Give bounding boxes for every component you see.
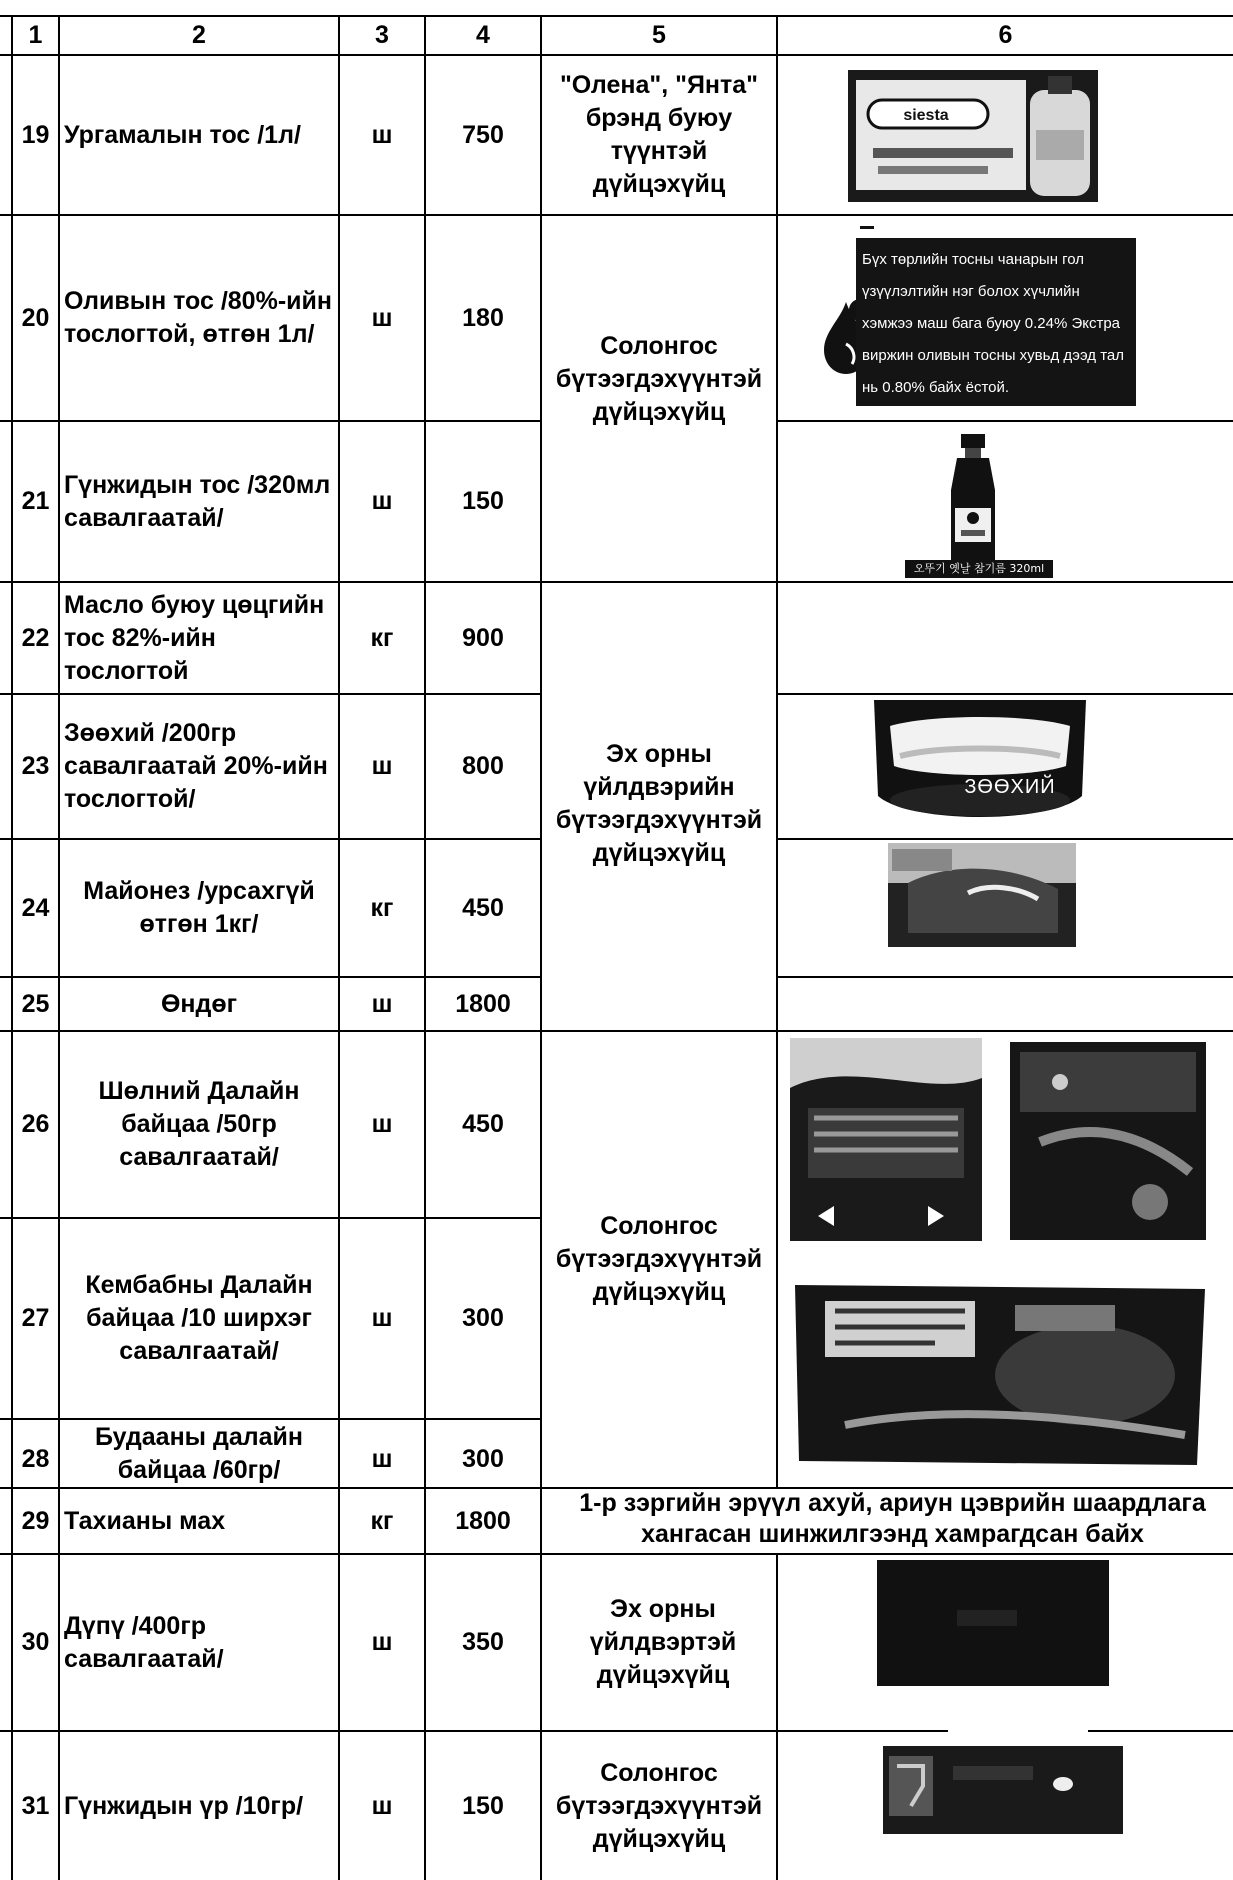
seaweed-soup-image	[790, 1038, 982, 1241]
sesame-seeds-image	[883, 1746, 1123, 1834]
sunflower-oil-image	[848, 70, 1098, 202]
oil-brand-text: siesta	[903, 107, 949, 124]
quantity: 800	[462, 752, 504, 780]
unit: ш	[371, 752, 393, 780]
requirement: 1-р зэргийн эрүүл ахуй, ариун цэврийн шаардлага хангасан шинжилгээнд хамрагдсан байх	[579, 1489, 1206, 1548]
grid-line	[776, 15, 778, 1487]
product-name: Майонез /урсахгүй өтгөн 1кг/	[83, 877, 315, 938]
unit: ш	[371, 1791, 393, 1820]
requirement: Солонгос бүтээгдэхүүнтэй дүйцэхүйц	[555, 332, 763, 426]
mayonnaise-image	[888, 843, 1076, 947]
product-name: Оливын тос /80%-ийн тослогтой, өтгөн 1л/	[64, 287, 332, 348]
sour-cream-label: ЗӨӨХИЙ	[964, 776, 1056, 798]
quantity: 300	[462, 1445, 504, 1473]
olive-oil-note-text: Бүх төрлийн тосны чанарын гол үзүүлэлтийн нэг болох хүчлийн хэмжээ маш бага буюу 0.24% Экстра виржин оливын тосны хувьд дээд тал нь 0.80% байх ёстой.	[862, 251, 1124, 396]
quantity: 150	[462, 1791, 504, 1820]
product-name: Будааны далайн байцаа /60гр/	[94, 1422, 304, 1484]
seaweed-bag-image	[1010, 1042, 1206, 1240]
quantity: 750	[462, 120, 504, 149]
quantity: 180	[462, 303, 504, 332]
product-name: Гүнжидын үр /10гр/	[64, 1791, 304, 1820]
sesame-oil-image	[895, 430, 1055, 580]
unit: ш	[371, 1304, 393, 1332]
row-number: 31	[21, 1791, 50, 1820]
product-name: Ургамалын тос /1л/	[64, 120, 301, 149]
header-col-6: 6	[998, 21, 1013, 49]
product-name: Дүпү /400гр савалгаатай/	[64, 1611, 224, 1673]
grid-line	[776, 1553, 778, 1880]
header-col-5: 5	[652, 21, 666, 49]
requirement: Эх орны үйлдвэрийн бүтээгдэхүүнтэй дүйцэхүйц	[555, 740, 763, 867]
quantity: 450	[462, 1110, 504, 1138]
grid-line	[776, 693, 1233, 695]
row-number: 19	[21, 120, 50, 149]
unit: ш	[371, 1445, 393, 1473]
product-name: Зөөхий /200гр савалгаатай 20%-ийн тослогтой/	[64, 719, 328, 813]
grid-line	[776, 976, 1233, 978]
unit: ш	[371, 989, 393, 1018]
header-col-4: 4	[476, 21, 490, 49]
quantity: 1800	[455, 1506, 511, 1535]
row-number: 25	[21, 989, 50, 1018]
product-name: Масло буюу цөцгийн тос 82%-ийн тослогтой	[64, 590, 325, 685]
row-number: 27	[21, 1304, 50, 1332]
requirement: Солонгос бүтээгдэхүүнтэй дүйцэхүйц	[555, 1212, 763, 1306]
unit: кг	[370, 893, 394, 922]
grid-line	[776, 838, 1233, 840]
unit: кг	[370, 623, 394, 652]
quantity: 300	[462, 1304, 504, 1332]
row-number: 21	[21, 487, 50, 515]
unit: ш	[371, 120, 393, 149]
product-name: Өндөг	[160, 989, 238, 1018]
sour-cream-image	[870, 696, 1090, 826]
unit: кг	[370, 1506, 394, 1535]
unit: ш	[371, 1628, 393, 1656]
tofu-image-bottom-edge	[948, 1730, 1088, 1734]
grid-line	[776, 420, 1233, 422]
requirement: Солонгос бүтээгдэхүүнтэй дүйцэхүйц	[555, 1758, 763, 1853]
header-col-1: 1	[28, 21, 43, 49]
product-name: Шөлний Далайн байцаа /50гр савалгаатай/	[98, 1077, 300, 1171]
unit: ш	[371, 303, 393, 332]
tofu-image	[877, 1560, 1109, 1686]
row-number: 23	[21, 752, 50, 780]
row-number: 30	[21, 1628, 50, 1656]
requirement: "Олена", "Янта" брэнд буюу түүнтэй дүйцэхүйц	[559, 71, 759, 198]
quantity: 150	[462, 487, 504, 515]
product-name: Кембабны Далайн байцаа /10 ширхэг савалгаатай/	[85, 1271, 313, 1365]
unit: ш	[371, 487, 393, 515]
quantity: 350	[462, 1628, 504, 1656]
quantity: 450	[462, 893, 504, 922]
row-number: 26	[21, 1110, 50, 1138]
requirement: Эх орны үйлдвэртэй дүйцэхүйц	[589, 1595, 737, 1689]
row-number: 24	[21, 893, 50, 922]
olive-oil-info-image	[810, 224, 1140, 409]
row-number: 22	[21, 623, 50, 652]
unit: ш	[371, 1110, 393, 1138]
product-name: Гүнжидын тос /320мл савалгаатай/	[64, 470, 331, 532]
sesame-oil-label: 오뚜기 옛날 참기름 320ml	[913, 562, 1045, 575]
row-number: 28	[21, 1445, 50, 1473]
row-number: 20	[21, 303, 50, 332]
header-col-3: 3	[375, 21, 389, 49]
quantity: 1800	[455, 989, 511, 1018]
header-col-2: 2	[192, 21, 206, 49]
kimbap-seaweed-image	[785, 1275, 1215, 1475]
grid-line	[540, 15, 542, 1880]
quantity: 900	[462, 623, 504, 652]
row-number: 29	[21, 1506, 50, 1535]
product-name: Тахианы мах	[64, 1506, 226, 1535]
